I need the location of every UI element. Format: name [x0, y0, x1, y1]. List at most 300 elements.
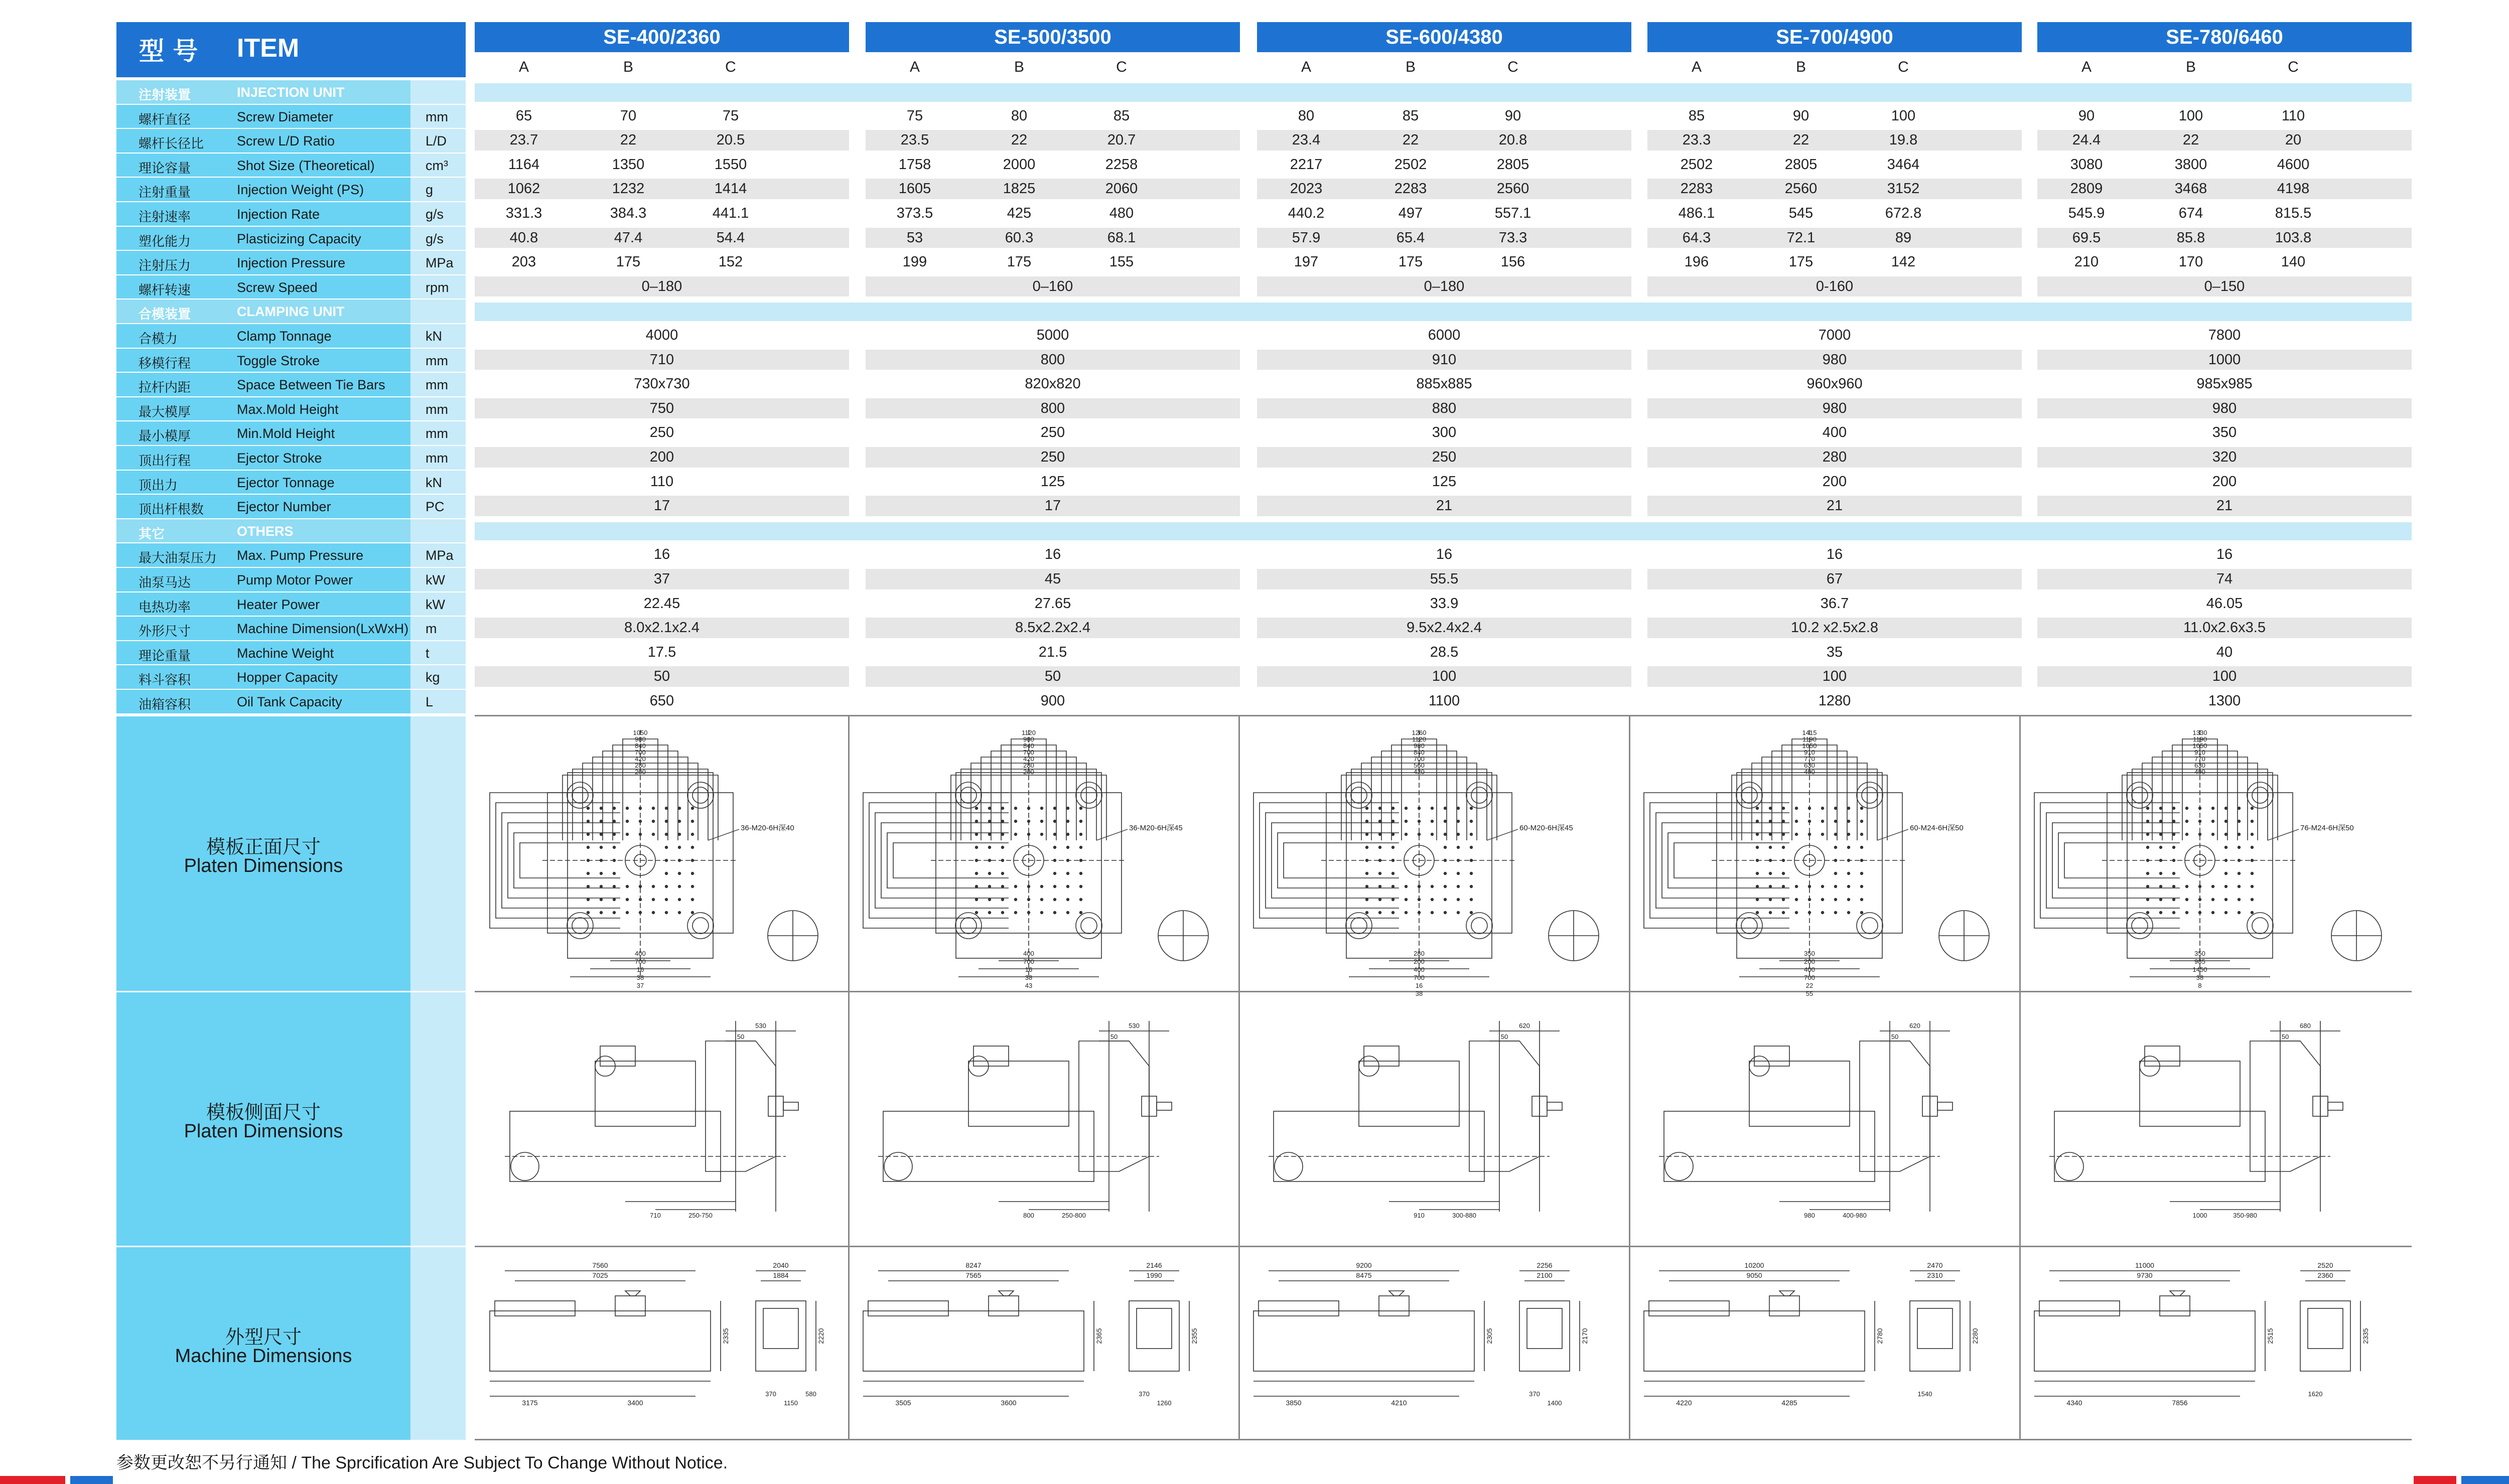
- tie-bar-hole: [1351, 787, 1367, 803]
- bolt-hole: [1418, 820, 1421, 823]
- bolt-hole: [639, 807, 642, 810]
- spec-value: 40: [2216, 644, 2233, 660]
- spec-value: 4000: [645, 327, 678, 343]
- platen-side-drawing: [848, 991, 1238, 1246]
- spec-label-cn: 电热功率: [138, 600, 191, 615]
- dimension-label: 3400: [627, 1399, 643, 1407]
- spec-label-en: Machine Weight: [237, 645, 334, 661]
- spec-value: 2283: [1394, 181, 1427, 197]
- section-label-cn: 其它: [138, 526, 165, 542]
- bolt-hole: [1431, 820, 1434, 823]
- machine-drawing: [848, 1246, 1238, 1440]
- spec-value: 545: [1788, 205, 1814, 221]
- spec-value: 440.2: [1288, 205, 1325, 221]
- bolt-spec-label: 76-M24-6H深50: [2300, 824, 2354, 832]
- item-header-en: ITEM: [237, 34, 300, 63]
- spec-value: 175: [616, 254, 641, 270]
- spec-label-cn: 最大模厚: [138, 404, 191, 420]
- bolt-hole: [2185, 885, 2188, 888]
- bolt-hole: [1782, 859, 1785, 862]
- bolt-hole: [1431, 885, 1434, 888]
- spec-unit-text: kN: [426, 475, 442, 490]
- spec-value: 3800: [2174, 156, 2207, 173]
- spec-value: 0–180: [1424, 278, 1465, 294]
- bolt-hole: [1014, 820, 1017, 823]
- bolt-hole: [2146, 885, 2149, 888]
- bolt-hole: [1834, 859, 1837, 862]
- bolt-hole: [2172, 911, 2175, 914]
- tie-bar-hole: [1466, 782, 1492, 808]
- bolt-hole: [600, 898, 603, 901]
- fixed-platen: [1079, 1041, 1149, 1171]
- spec-label-en: Injection Weight (PS): [237, 182, 364, 198]
- bolt-hole: [1418, 898, 1421, 901]
- spec-value: 100: [2178, 107, 2203, 124]
- dimension-label: 400: [1804, 966, 1815, 973]
- spec-value: 710: [649, 351, 674, 368]
- dimension-label: 980: [1804, 1212, 1815, 1219]
- machine-lines: [1644, 1271, 1970, 1396]
- screw-type-label: B: [1405, 59, 1416, 75]
- bolt-hole: [1782, 833, 1785, 836]
- spec-label-cn: 螺杆直径: [138, 112, 191, 127]
- spec-label-cn: 螺杆长径比: [138, 136, 204, 152]
- bolt-hole: [1001, 846, 1004, 849]
- clamp-unit: [1259, 1301, 1339, 1316]
- dimension-label: 370: [1529, 1390, 1540, 1398]
- bolt-hole: [2251, 885, 2254, 888]
- bolt-hole: [1079, 898, 1082, 901]
- bolt-hole: [1821, 820, 1824, 823]
- spec-label-cn: 拉杆内距: [138, 380, 191, 396]
- nozzle-tip: [1157, 1102, 1172, 1110]
- spec-value: 7000: [1818, 327, 1851, 343]
- spec-value: 197: [1294, 254, 1319, 270]
- bolt-hole: [1769, 885, 1772, 888]
- bolt-hole: [1405, 833, 1408, 836]
- spec-value: 250: [649, 424, 674, 441]
- spec-value: 8.0x2.1x2.4: [624, 620, 700, 636]
- bolt-hole: [1470, 820, 1473, 823]
- dimension-label: 50: [737, 1033, 745, 1041]
- dimension-label: 1260: [1412, 729, 1427, 736]
- dimension-label: 280: [1023, 762, 1034, 769]
- bolt-hole: [678, 898, 681, 901]
- bolt-hole: [1079, 859, 1082, 862]
- spec-value: 557.1: [1494, 205, 1531, 221]
- bolt-hole: [1431, 807, 1434, 810]
- dimension-label: 38: [2196, 974, 2204, 981]
- bolt-hole: [1756, 807, 1759, 810]
- spec-row-label: [116, 542, 410, 567]
- spec-label-en: Max.Mold Height: [237, 401, 339, 417]
- spec-unit: [410, 494, 466, 518]
- spec-value: 910: [1432, 351, 1457, 368]
- spec-label-en: Shot Size (Theoretical): [237, 158, 375, 173]
- bolt-hole: [652, 833, 655, 836]
- spec-unit: [410, 616, 466, 640]
- spec-value: 17: [653, 498, 670, 514]
- bolt-hole: [1027, 820, 1030, 823]
- spec-value: 100: [1822, 668, 1847, 685]
- bolt-hole: [1378, 833, 1381, 836]
- spec-value: 650: [649, 693, 674, 709]
- spec-value: 2502: [1680, 156, 1713, 173]
- bolt-hole: [587, 885, 590, 888]
- tie-bar-hole: [687, 913, 714, 939]
- spec-value: 23.4: [1292, 132, 1321, 149]
- spec-value: 280: [1822, 449, 1847, 465]
- spec-value: 23.7: [509, 132, 538, 149]
- hopper-top: [1779, 1291, 1794, 1296]
- bolt-hole: [1014, 833, 1017, 836]
- end-view-inner: [1917, 1308, 1953, 1349]
- nozzle-tip: [1547, 1102, 1562, 1110]
- spec-value: 100: [1432, 668, 1457, 685]
- bolt-hole: [1405, 885, 1408, 888]
- spec-label-cn: 顶出杆根数: [138, 502, 204, 518]
- dimension-label: 8475: [1356, 1271, 1372, 1279]
- dimension-label: 420: [1023, 755, 1034, 763]
- spec-value: 85.8: [2176, 229, 2205, 246]
- bolt-hole: [1756, 872, 1759, 875]
- bolt-hole: [1769, 820, 1772, 823]
- dimension-label: 9730: [2137, 1271, 2153, 1279]
- bolt-hole: [1365, 872, 1368, 875]
- bolt-hole: [665, 872, 668, 875]
- spec-unit: [410, 470, 466, 494]
- bolt-hole: [1391, 872, 1395, 875]
- dimension-label: 700: [1414, 974, 1425, 981]
- spec-value: 64.3: [1682, 229, 1711, 246]
- bolt-hole: [1027, 911, 1030, 914]
- bolt-hole: [1053, 846, 1056, 849]
- dimension-label: 1620: [2308, 1390, 2323, 1398]
- screw-type-label: C: [2288, 59, 2299, 75]
- bolt-hole: [1001, 872, 1004, 875]
- spec-row-label: [116, 250, 410, 274]
- bolt-hole: [1847, 872, 1850, 875]
- bolt-hole: [2251, 807, 2254, 810]
- bolt-hole: [691, 872, 694, 875]
- bolt-hole: [1378, 820, 1381, 823]
- bolt-hole: [2238, 885, 2241, 888]
- bolt-hole: [1769, 872, 1772, 875]
- bolt-hole: [1769, 898, 1772, 901]
- spec-value: 175: [1788, 254, 1814, 270]
- spec-value: 100: [1891, 107, 1916, 124]
- bolt-hole: [2198, 833, 2201, 836]
- dimension-label: 700: [1414, 755, 1425, 763]
- spec-value: 85: [1113, 107, 1130, 124]
- spec-unit: [410, 201, 466, 226]
- bolt-hole: [678, 820, 681, 823]
- spec-label-cn: 注射重量: [138, 185, 191, 201]
- bolt-hole: [2172, 859, 2175, 862]
- spec-value: 2258: [1105, 156, 1138, 173]
- dimension-label: 3850: [1286, 1399, 1302, 1407]
- dimension-label: 2335: [2361, 1328, 2369, 1344]
- tie-bar-hole: [955, 913, 982, 939]
- bolt-hole: [1001, 898, 1004, 901]
- dimension-label: 9200: [1356, 1261, 1372, 1269]
- spec-value: 400: [1822, 424, 1847, 441]
- dimension-label: 490: [2194, 768, 2205, 776]
- tie-bar-hole: [1857, 913, 1883, 939]
- platen-front-drawing: [2019, 715, 2412, 991]
- bolt-hole: [1053, 859, 1056, 862]
- bolt-hole: [600, 859, 603, 862]
- spec-value: 2023: [1290, 181, 1323, 197]
- dimension-label: 370: [1139, 1390, 1150, 1398]
- spec-value: 300: [1432, 424, 1457, 441]
- dimension-label: 38: [1025, 974, 1033, 981]
- dimension-label: 2365: [1095, 1328, 1103, 1344]
- spec-value: 103.8: [2275, 229, 2312, 246]
- machine-body: [1253, 1311, 1474, 1371]
- bolt-hole: [1834, 885, 1837, 888]
- bolt-hole: [1756, 911, 1759, 914]
- bolt-hole: [600, 820, 603, 823]
- spec-value: 23.3: [1682, 132, 1711, 149]
- bolt-hole: [2146, 859, 2149, 862]
- spec-value: 22: [620, 132, 637, 149]
- screw-type-label: C: [1116, 59, 1127, 75]
- spec-value: 155: [1109, 254, 1134, 270]
- bolt-hole: [1457, 898, 1460, 901]
- section-unit-cell: [410, 518, 466, 543]
- nozzle-tip: [2328, 1102, 2343, 1110]
- bolt-hole: [1365, 898, 1368, 901]
- nozzle-tip: [1937, 1102, 1953, 1110]
- spec-unit-text: L: [426, 694, 434, 709]
- spec-value: 885x885: [1416, 376, 1472, 392]
- dimension-label: 2040: [773, 1261, 789, 1269]
- bolt-hole: [975, 885, 978, 888]
- bolt-hole: [1066, 911, 1069, 914]
- platen-side-lines: [878, 1021, 1172, 1212]
- bolt-hole: [587, 807, 590, 810]
- spec-value: 1350: [612, 156, 645, 173]
- dimension-label: 980: [635, 735, 646, 743]
- bolt-hole: [1378, 807, 1381, 810]
- bolt-hole: [1378, 911, 1381, 914]
- spec-value: 47.4: [614, 229, 643, 246]
- spec-row-label: [116, 104, 410, 128]
- drawing-label-en: Platen Dimensions: [184, 1121, 343, 1142]
- spec-label-en: Injection Rate: [237, 207, 320, 222]
- spec-unit-text: kN: [426, 329, 442, 344]
- bolt-hole: [1418, 911, 1421, 914]
- spec-label-en: Pump Motor Power: [237, 572, 353, 587]
- bolt-hole: [1001, 885, 1004, 888]
- tie-bar-hole: [1081, 787, 1097, 803]
- tie-bar-hole: [572, 918, 588, 934]
- spec-label-en: Oil Tank Capacity: [237, 694, 342, 709]
- dimension-label: 630: [2194, 762, 2205, 769]
- spec-value: 4198: [2277, 181, 2310, 197]
- screw-type-label: B: [1795, 59, 1806, 75]
- dimension-label: 22: [1805, 982, 1814, 989]
- corner-accent-blue: [2461, 1476, 2509, 1484]
- spec-unit-text: t: [426, 645, 430, 661]
- bolt-hole: [1378, 859, 1381, 862]
- bolt-hole: [626, 820, 629, 823]
- bolt-hole: [1470, 846, 1473, 849]
- spec-value: 16: [1436, 546, 1453, 563]
- bolt-hole: [1457, 846, 1460, 849]
- spec-value: 27.65: [1034, 595, 1071, 612]
- spec-value: 46.05: [2206, 595, 2243, 612]
- bolt-hole: [665, 833, 668, 836]
- dimension-label: 2335: [722, 1328, 730, 1344]
- platen-front-lines: [863, 730, 1208, 977]
- bolt-hole: [1391, 911, 1395, 914]
- spec-value: 880: [1432, 400, 1457, 416]
- moving-platen: [968, 1061, 1069, 1126]
- spec-unit: [410, 128, 466, 153]
- dimension-label: 2100: [1537, 1271, 1553, 1279]
- spec-value: 203: [511, 254, 536, 270]
- bolt-hole: [1834, 846, 1837, 849]
- bolt-hole: [626, 885, 629, 888]
- spec-value: 6000: [1428, 327, 1461, 343]
- bolt-hole: [2172, 885, 2175, 888]
- dimension-label: 800: [1023, 1212, 1034, 1219]
- bolt-hole: [1821, 898, 1824, 901]
- clamp-unit: [868, 1301, 948, 1316]
- bolt-hole: [1066, 898, 1069, 901]
- hopper-top: [2170, 1291, 2185, 1296]
- dimension-label: 530: [1129, 1022, 1140, 1029]
- spec-label-en: Toggle Stroke: [237, 353, 320, 368]
- spec-label-en: Ejector Number: [237, 499, 331, 515]
- bolt-hole: [1808, 833, 1811, 836]
- spec-value: 35: [1826, 644, 1843, 660]
- bolt-hole: [1053, 833, 1056, 836]
- spec-value: 7800: [2208, 327, 2241, 343]
- dimension-label: 560: [1414, 762, 1425, 769]
- section-label-en: OTHERS: [237, 523, 294, 539]
- bolt-hole: [1365, 885, 1368, 888]
- spec-unit-text: g/s: [426, 207, 444, 222]
- spec-value: 20.8: [1498, 132, 1527, 149]
- machine-drawing: [2019, 1246, 2412, 1440]
- spec-label-cn: 合模力: [138, 332, 178, 347]
- section-label-cn: 注射装置: [138, 88, 191, 103]
- spec-value: 21: [1436, 498, 1453, 514]
- bolt-hole: [2146, 820, 2149, 823]
- spec-value: 0–150: [2204, 278, 2245, 294]
- spec-value: 175: [1007, 254, 1032, 270]
- bolt-hole: [678, 859, 681, 862]
- dimension-label: 50: [2281, 1033, 2289, 1041]
- tie-bar-hole: [1076, 782, 1102, 808]
- machine-lines: [1253, 1271, 1580, 1396]
- bolt-hole: [1795, 807, 1798, 810]
- machine-lines: [2034, 1271, 2360, 1396]
- spec-value: 1414: [714, 181, 747, 197]
- bolt-hole: [2238, 859, 2241, 862]
- dimension-label: 1050: [2192, 742, 2207, 750]
- spec-value: 820x820: [1025, 376, 1081, 392]
- bolt-hole: [2159, 846, 2162, 849]
- bolt-hole: [1027, 807, 1030, 810]
- spec-value: 2805: [1784, 156, 1818, 173]
- bolt-hole: [665, 846, 668, 849]
- spec-value: 19.8: [1889, 132, 1918, 149]
- spec-value: 1550: [714, 156, 747, 173]
- model-header: SE-700/4900: [1647, 22, 2022, 52]
- spec-label-en: Screw Diameter: [237, 109, 334, 124]
- bolt-hole: [600, 911, 603, 914]
- bolt-hole: [691, 885, 694, 888]
- spec-value: 55.5: [1430, 571, 1459, 587]
- spec-unit: [410, 104, 466, 128]
- spec-row-label: [116, 616, 410, 640]
- bolt-hole: [1769, 807, 1772, 810]
- spec-unit: [410, 640, 466, 665]
- spec-value: 441.1: [712, 205, 749, 221]
- spec-row-label: [116, 226, 410, 250]
- bolt-hole: [2251, 833, 2254, 836]
- bolt-hole: [2198, 898, 2201, 901]
- spec-label-en: Injection Pressure: [237, 255, 346, 271]
- spec-unit: [410, 567, 466, 591]
- tie-bar-hole: [1346, 782, 1372, 808]
- spec-value: 65.4: [1396, 229, 1425, 246]
- spec-value: 22: [2182, 132, 2199, 149]
- bolt-hole: [613, 833, 616, 836]
- bolt-hole: [652, 898, 655, 901]
- spec-unit-text: kW: [426, 572, 445, 587]
- bolt-spec-label: 36-M20-6H深45: [1129, 824, 1183, 832]
- bolt-hole: [665, 807, 668, 810]
- spec-value: 2560: [1784, 181, 1818, 197]
- spec-value: 21.5: [1038, 644, 1067, 660]
- bolt-hole: [1027, 898, 1030, 901]
- spec-label-en: Screw Speed: [237, 279, 318, 295]
- tie-bar-hole: [692, 918, 709, 934]
- bolt-hole: [1391, 898, 1395, 901]
- bolt-hole: [1457, 885, 1460, 888]
- dimension-label: 4220: [1676, 1399, 1692, 1407]
- spec-value: 3080: [2070, 156, 2103, 173]
- spec-unit-text: MPa: [426, 255, 454, 271]
- bolt-hole: [1444, 820, 1447, 823]
- spec-value: 480: [1109, 205, 1134, 221]
- spec-value: 74: [2216, 571, 2233, 587]
- dimension-label: 1540: [1917, 1390, 1932, 1398]
- hopper: [1379, 1296, 1409, 1316]
- bolt-hole: [1391, 846, 1395, 849]
- bolt-hole: [1782, 846, 1785, 849]
- bolt-hole: [2251, 911, 2254, 914]
- spec-value: 545.9: [2068, 205, 2105, 221]
- bolt-hole: [1860, 846, 1863, 849]
- bolt-hole: [1470, 911, 1473, 914]
- dimension-label: 2146: [1146, 1261, 1162, 1269]
- spec-value: 1280: [1818, 693, 1851, 709]
- spec-label-en: Min.Mold Height: [237, 426, 335, 441]
- bolt-hole: [1079, 885, 1082, 888]
- dimension-label: 4210: [1391, 1399, 1407, 1407]
- spec-value: 384.3: [610, 205, 647, 221]
- section-label-cn: 合模装置: [138, 307, 191, 323]
- dimension-label: 250-800: [1062, 1212, 1086, 1219]
- dimension-label: 2515: [2266, 1328, 2274, 1344]
- dimension-label: 55: [1805, 990, 1814, 997]
